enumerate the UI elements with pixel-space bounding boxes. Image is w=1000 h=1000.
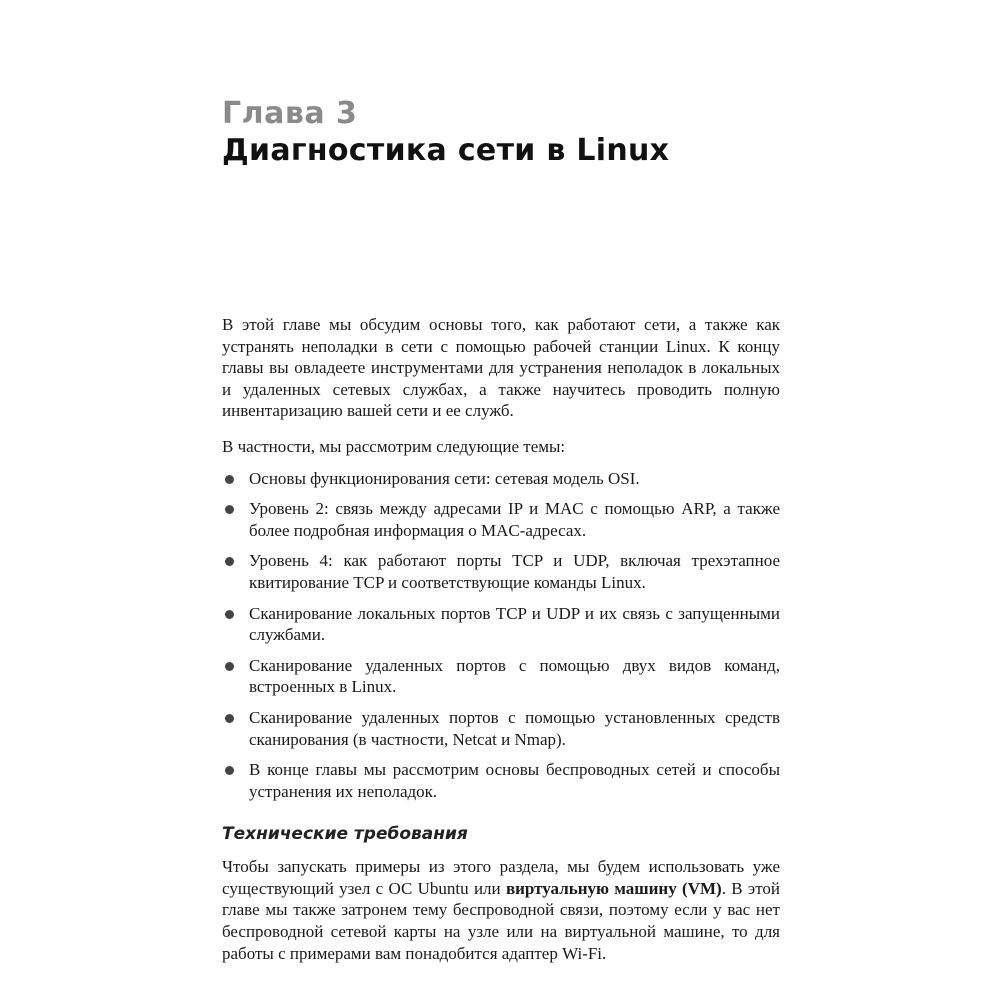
- section-heading-requirements: Технические требования: [222, 824, 468, 845]
- list-item: [222, 707, 780, 750]
- chapter-title: Диагностика сети в Linux: [222, 133, 670, 168]
- bullet-icon: [225, 610, 234, 619]
- list-item-text: Уровень 4: как работают порты TCP и UDP, включая трехэтапное квитирование TCP и соответствующие команды Linux.: [249, 551, 780, 592]
- bullet-icon: [225, 766, 234, 775]
- topics-lead: В частности, мы рассмотрим следующие темы:: [222, 436, 566, 456]
- list-item: [222, 603, 780, 646]
- bullet-icon: [225, 505, 234, 514]
- requirements-paragraph: [222, 856, 780, 964]
- list-item-text: Сканирование удаленных портов с помощью двух видов команд, встроенных в Linux.: [249, 655, 780, 697]
- list-item: [222, 550, 780, 593]
- topics-list: [222, 468, 780, 803]
- list-item: [222, 498, 780, 541]
- list-item-text: Основы функционирования сети: сетевая модель OSI.: [249, 468, 640, 488]
- bullet-icon: [225, 475, 234, 484]
- bullet-icon: [225, 714, 234, 723]
- bullet-icon: [225, 662, 234, 671]
- chapter-body: [222, 314, 780, 964]
- requirements-text-part-2: . В этой главе мы также затронем тему беспроводной связи, поэтому если у вас нет беспроводной сетевой карты на узле или на виртуальной машине, то для работы с примерами вам понадобится адаптер Wi-Fi.: [222, 878, 780, 963]
- list-item-text: Сканирование удаленных портов с помощью установленных средств сканирования (в частности, Netcat и Nmap).: [249, 707, 780, 749]
- bullet-icon: [225, 557, 234, 566]
- requirements-bold-term: виртуальную машину (VM): [505, 878, 722, 898]
- requirements-text-part-1: Чтобы запускать примеры из этого раздела, мы будем использовать уже существующий узел с ОС Ubuntu или: [222, 857, 780, 898]
- list-item: [222, 468, 780, 490]
- list-item-text: В конце главы мы рассмотрим основы беспроводных сетей и способы устранения их неполадок.: [249, 760, 780, 801]
- list-item-text: Уровень 2: связь между адресами IP и MAC с помощью ARP, а также более подробная информация о MAC-адресах.: [249, 499, 780, 540]
- chapter-number: Глава 3: [222, 96, 358, 131]
- list-item-text: Сканирование локальных портов TCP и UDP и их связь с запущенными службами.: [249, 603, 780, 645]
- list-item: [222, 655, 780, 698]
- intro-paragraph: В этой главе мы обсудим основы того, как работают сети, а также как устранять неполадки в сети с помощью рабочей станции Linux. К концу главы вы овладеете инструментами для устранения неполадок в локальных и удаленных сетевых службах, а также научитесь проводить полную инвентаризацию вашей сети и ее служб.: [222, 315, 780, 421]
- list-item: [222, 759, 780, 802]
